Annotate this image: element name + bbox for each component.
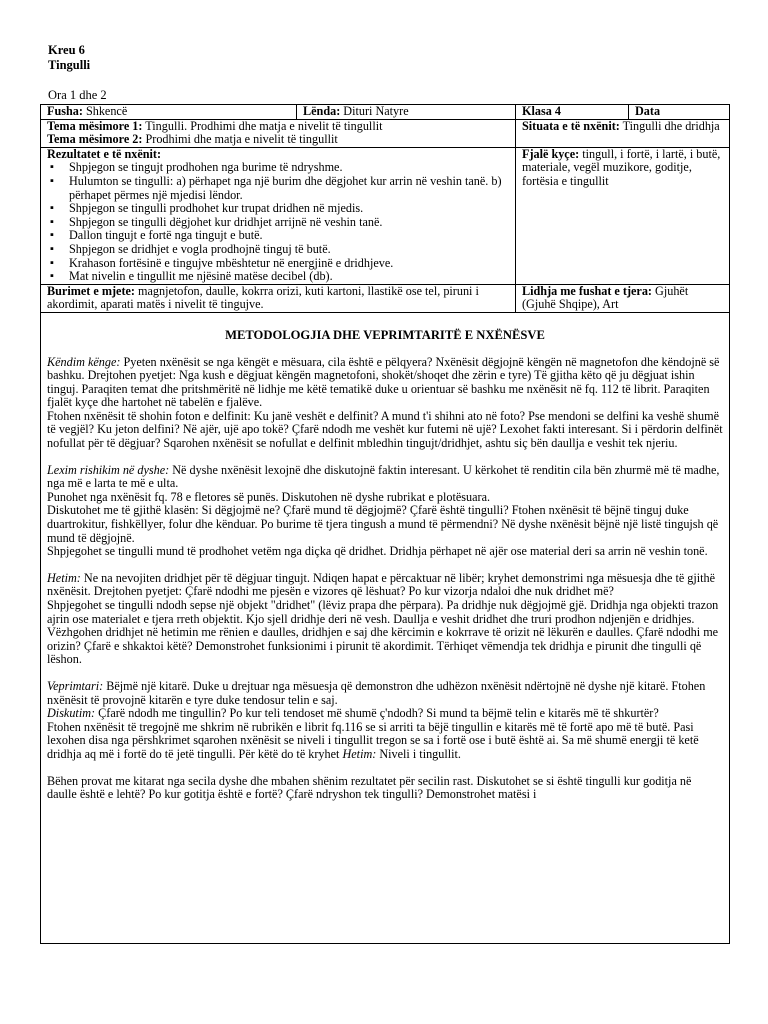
data-cell: Data: [629, 105, 730, 120]
tema1-line: [47, 120, 509, 134]
list-item: ▪ Dallon tingujt e fortë nga tingujt e butë.: [69, 229, 509, 243]
list-item: ▪ Mat nivelin e tingullit me njësinë matëse decibel (db).: [69, 270, 509, 284]
veprimtari-section: [47, 680, 723, 762]
hetim-paragraph-3: Vëzhgohen dridhjet në hetimin me rënien e daulles, dridhjen e saj dhe kërcimin e kokrrave të orizit në lëkurën e daulles. Çfarë ndodhi me orizin? Çfarë e shkaktoi këtë? Demonstrohet funksionimi i pirunit të akordimit. Tërhiqet vëmendja tek dridhja e pirunit dhe tingulli që lëshon.: [47, 625, 719, 667]
info-row-3: [41, 147, 730, 284]
fjale-cell: [516, 147, 730, 284]
lidhja-cell: [516, 284, 730, 312]
chapter-label: Kreu 6: [48, 43, 85, 57]
hetim-paragraph-1: [47, 572, 723, 599]
methodology-row: [41, 312, 730, 943]
burimet-cell: [41, 284, 516, 312]
lexim-paragraph-2: Punohet nga nxënësit fq. 78 e fletores së punës. Diskutohen në dyshe rubrikat e plotësuara.: [47, 489, 491, 504]
kendim-paragraph-2: Ftohen nxënësit të shohin foton e delfinit: Ku janë veshët e delfinit? A mund t'i shihni ato në foto? Pse mendoni se delfini ka veshë shumë të vegjël? Ku jeton delfini? Në ajër, ujë apo tokë? Çfarë ndodh me veshët kur futemi në ujë? Lexohet fakti interesant. Si i përdorin delfinët nofullat për të dëgjuar? Sqarohen nxënësit se nofullat e delfinit mbledhin tingujt/dridhjet, ashtu siç bën daullja e veshit tek njeriu.: [47, 408, 723, 451]
tema-cell: [41, 119, 516, 147]
tema2-value: Prodhimi dhe matja e nivelit të tingullit: [145, 132, 338, 147]
burimet-label: Burimet e mjete:: [47, 283, 135, 298]
rezultatet-cell: [41, 147, 516, 284]
lexim-text-1: Në dyshe nxënësit lexojnë dhe diskutojnë faktin interesant. U kërkohet të renditin cila bën zhurmë më të madhe, nga më e larta te më e ulta.: [47, 462, 720, 491]
fusha-value: Shkencë: [85, 104, 128, 118]
fjale-value: tingull, i fortë, i lartë, i butë, materiale, vegël muzikore, goditje, fortësia e tingullit: [522, 146, 721, 188]
list-item: ▪ Krahason fortësinë e tingujve mbështetur në energjinë e dridhjeve.: [69, 257, 509, 271]
fusha-label: Fusha:: [47, 104, 83, 118]
hetim-section: [47, 572, 723, 667]
info-row-4: [41, 284, 730, 312]
list-item: ▪ Shpjegon se tingulli prodhohet kur trupat dridhen në mjedis.: [69, 202, 509, 216]
veprimtari-text-1: Bëjmë një kitarë. Duke u drejtuar nga mësuesja që demonstron dhe udhëzon nxënësit ndërtojnë në dyshe një kitarë. Ftohen nxënësit të provojnë kitarën e tyre duke tendosur telin e saj.: [47, 678, 706, 707]
burimet-value: magnjetofon, daulle, kokrra orizi, kuti kartoni, llastikë ose tel, piruni i akordimit, aparati matës i nivelit të tingujve.: [47, 283, 479, 312]
tema2-line: [47, 133, 509, 147]
lexim-paragraph-4: Shpjegohet se tingulli mund të prodhohet vetëm nga diçka që dridhet. Dridhja përhapet në ajër ose material deri sa arrin në veshin tonë.: [47, 544, 708, 559]
situata-label: Situata e të nxënit:: [522, 118, 620, 133]
lexim-section: [47, 464, 723, 559]
lesson-plan-table: [40, 104, 730, 944]
tema2-label: Tema mësimore 2:: [47, 132, 143, 147]
diskutim-label: Diskutim:: [47, 706, 96, 721]
list-item: ▪ Shpjegon se tingulli dëgjohet kur dridhjet arrijnë në veshin tanë.: [69, 216, 509, 230]
kendim-label: Këndim kënge:: [47, 354, 121, 369]
diskutim-paragraph: [47, 707, 723, 721]
fjale-label: Fjalë kyçe:: [522, 146, 580, 161]
tema1-label: Tema mësimore 1:: [47, 118, 143, 133]
kendim-text-1: Pyeten nxënësit se nga këngët e mësuara, cila është e pëlqyera? Nxënësit dëgjojnë këngën në magnetofon dhe këndojnë së bashku. Drejtohen pyetjet: Nga kush e dëgjuat këngën magnetofoni, shokët/shoqet dhe zërin e tyre) Të gjitha këto që ju dëgjuat ishin tinguj. Paraqiten temat dhe pritshmëritë në lidhje me këtë tematikë duke u orientuar së bashku me nxënësit në fq. 112 të librit. Paraqiten fjalët kyçe dhe hartohet në tabelën e fjalëve.: [47, 354, 720, 410]
list-item: ▪ Shpjegon se tingujt prodhohen nga burime të ndryshme.: [69, 161, 509, 175]
last-paragraph: Bëhen provat me kitarat nga secila dyshe dhe mbahen shënim rezultatet për secilin rast. Diskutohet se si është tingulli kur goditja në daulle është e lehtë? Po kur gotitja është e fortë? Çfarë ndryshon tek tingulli? Demonstrohet matësi i: [47, 773, 692, 802]
situata-cell: [516, 119, 730, 147]
tema1-value: Tingulli. Prodhimi dhe matja e nivelit të tingullit: [145, 118, 383, 133]
lenda-label: Lënda:: [303, 104, 341, 118]
klasa-cell: Klasa 4: [516, 105, 629, 120]
kendim-paragraph-1: [47, 356, 723, 410]
lesson-hours: Ora 1 dhe 2: [48, 88, 107, 102]
veprimtari-paragraph-3: [47, 721, 723, 762]
veprimtari-paragraph-1: [47, 680, 723, 707]
methodology-title: METODOLOGJIA DHE VEPRIMTARITË E NXËNËSVE: [225, 327, 545, 342]
lenda-cell: [297, 105, 516, 120]
chapter-title: Tingulli: [48, 58, 91, 72]
veprimtari-text-3-end: Niveli i tingullit.: [379, 746, 461, 761]
rezultatet-label: Rezultatet e të nxënit:: [47, 146, 162, 161]
lidhja-value: Gjuhët (Gjuhë Shqipe), Art: [522, 283, 689, 312]
lexim-paragraph-3: Diskutohet me të gjithë klasën: Si dëgjojmë ne? Çfarë mund të dëgjojmë? Çfarë është tingulli? Ftohen nxënësit të bëjnë tinguj duke duartrokitur, fishkëllyer, folur dhe kënduar. Po burime të tjera tingush a mund të përmendni? Në dyshe nxënësit bëjnë një listë tingujsh që mund të dëgjojnë.: [47, 503, 719, 545]
veprimtari-label: Veprimtari:: [47, 678, 104, 693]
list-item: ▪ Shpjegon se dridhjet e vogla prodhojnë tinguj të butë.: [69, 243, 509, 257]
diskutim-text: Çfarë ndodh me tingullin? Po kur teli tendoset më shumë ç'ndodh? Si mund ta bëjmë telin e kitarës më të shkurtër?: [98, 706, 659, 721]
methodology-cell: [41, 312, 730, 943]
lexim-paragraph-1: [47, 464, 723, 491]
lenda-value: Dituri Natyre: [343, 104, 409, 118]
info-row-1: [41, 105, 730, 120]
list-item: ▪ Hulumton se tingulli: a) përhapet nga një burim dhe dëgjohet kur arrin në veshin tanë. b) përhapet përmes një mjedisi lëndor.: [69, 175, 509, 202]
info-row-2: [41, 119, 730, 147]
kendim-section: [47, 356, 723, 451]
hetim-paragraph-2: Shpjegohet se tingulli ndodh sepse një objekt "dridhet" (lëviz prapa dhe përpara). Pa dridhje nuk dëgjojmë gjë. Dridhja nga objekti trazon ajrin ose materialet e tjera rreth objektit. Kjo sjell dridhje deri në vesh. Daullja e veshit dridhet dhe truri prodhon ndjenjën e dridhjes.: [47, 598, 719, 626]
lidhja-label: Lidhja me fushat e tjera:: [522, 283, 652, 298]
fusha-cell: [41, 105, 297, 120]
rezultatet-list: [47, 161, 509, 283]
lexim-label: Lexim rishikim në dyshe:: [47, 462, 170, 477]
hetim-label: Hetim:: [47, 570, 81, 585]
hetim-inline-label: Hetim:: [342, 746, 377, 761]
situata-value: Tingulli dhe dridhja: [622, 118, 720, 133]
hetim-text-1: Ne na nevojiten dridhjet për të dëgjuar tingujt. Ndiqen hapat e përcaktuar në libër; kryhet demonstrimi nga mësuesja dhe të gjithë nxënësit. Drejtohen pyetjet: Çfarë ndodhi me pjesën e vizores që lëshuat? Po kur vizorja ndaloi dhe nuk dridhet më?: [47, 570, 716, 599]
veprimtari-text-3: Ftohen nxënësit të tregojnë me shkrim në rubrikën e librit fq.116 se si arriti ta bëjë tingullin e kitarës më të fortë apo më të butë. Pasi lexohen disa nga përshkrimet sqarohen nxënësit se niveli i tingullit tregon se sa i fortë ose i butë është ai. Sa më shumë energji të ketë dridhja aq më i fortë do të jetë tingulli. Për këtë do të kryhet: [47, 719, 699, 761]
